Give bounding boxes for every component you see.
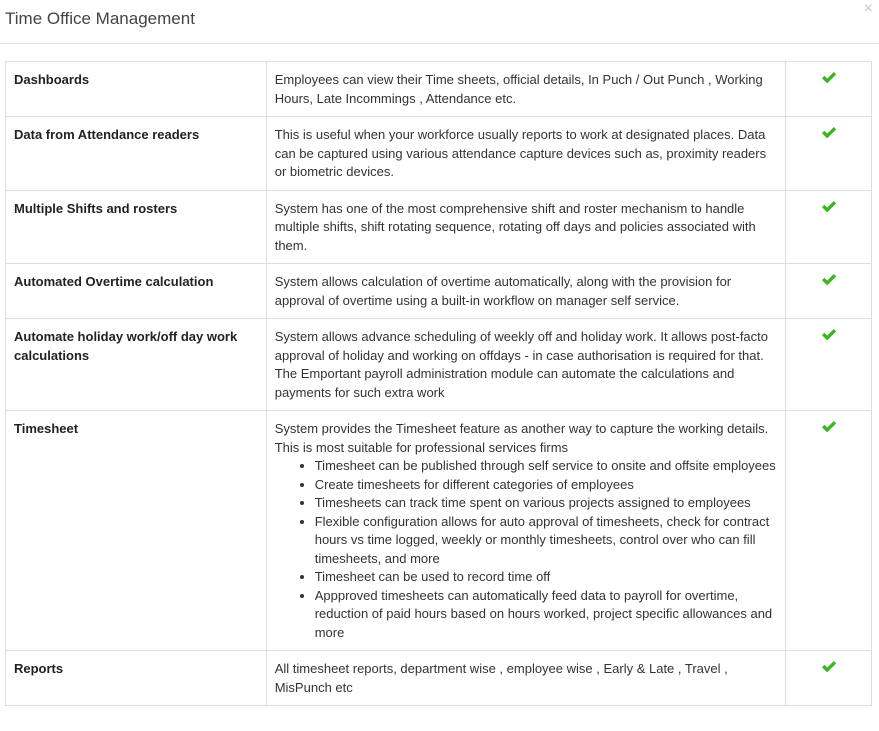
list-item: • Timesheet can be used to record time off (315, 568, 777, 587)
features-table (5, 61, 872, 706)
feature-name: Multiple Shifts and rosters (6, 190, 267, 264)
feature-bullet-list (275, 457, 777, 642)
availability-cell (786, 117, 872, 191)
feature-description: System allows advance scheduling of weekly off and holiday work. It allows post-facto approval of holiday and working on offdays - in case authorisation is required for that. The Emportant payroll administration module can automate the calculations and payments for such extra work (274, 329, 769, 400)
list-item: • Flexible configuration allows for auto approval of timesheets, check for contract hours vs time logged, weekly or monthly timesheets, control over who can fill timesheets, and more (315, 513, 777, 569)
feature-name: Automate holiday work/off day work calculations (6, 319, 267, 411)
modal-header (0, 0, 879, 44)
list-item: • Appproved timesheets can automatically feed data to payroll for overtime, reduction of paid hours based on hours worked, project specific allowances and more (315, 587, 777, 643)
feature-description-cell (266, 62, 785, 117)
feature-description-cell (266, 190, 785, 264)
availability-cell (786, 411, 872, 651)
availability-cell (786, 264, 872, 319)
table-row (6, 411, 872, 651)
check-icon (821, 420, 837, 433)
feature-name: Data from Attendance readers (6, 117, 267, 191)
feature-description-cell (266, 319, 785, 411)
table-row (6, 62, 872, 117)
feature-name: Dashboards (6, 62, 267, 117)
check-icon (821, 200, 837, 213)
availability-cell (786, 651, 872, 706)
availability-cell (786, 190, 872, 264)
feature-description: Employees can view their Time sheets, official details, In Puch / Out Punch , Working Hours, Late Incommings , Attendance etc. (274, 72, 763, 106)
table-row (6, 190, 872, 264)
feature-description: This is useful when your workforce usually reports to work at designated places. Data can be captured using various attendance capture devices such as, proximity readers or biometric devices. (274, 127, 767, 179)
feature-name: Timesheet (6, 411, 267, 651)
check-icon (821, 660, 837, 673)
feature-description-cell (266, 411, 785, 651)
feature-description-cell (266, 117, 785, 191)
availability-cell (786, 62, 872, 117)
feature-description: System provides the Timesheet feature as another way to capture the working details. This is most suitable for professional services firms (274, 421, 769, 455)
feature-description-cell (266, 264, 785, 319)
feature-description: System allows calculation of overtime automatically, along with the provision for approval of overtime using a built-in workflow on manager self service. (274, 274, 732, 308)
table-row (6, 319, 872, 411)
feature-description-cell (266, 651, 785, 706)
list-item: • Create timesheets for different categories of employees (315, 476, 777, 495)
feature-description: System has one of the most comprehensive shift and roster mechanism to handle multiple shifts, shift rotating sequence, rotating off days and policies associated with them. (274, 200, 756, 253)
table-row (6, 264, 872, 319)
list-item: • Timesheets can track time spent on various projects assigned to employees (315, 494, 777, 513)
close-icon[interactable]: × (863, 0, 873, 17)
feature-description: All timesheet reports, department wise , employee wise , Early & Late , Travel , MisPunch etc (274, 661, 728, 695)
availability-cell (786, 319, 872, 411)
check-icon (821, 273, 837, 286)
table-row (6, 651, 872, 706)
list-item: • Timesheet can be published through self service to onsite and offsite employees (315, 457, 777, 476)
check-icon (821, 71, 837, 84)
feature-name: Reports (6, 651, 267, 706)
feature-name: Automated Overtime calculation (6, 264, 267, 319)
check-icon (821, 126, 837, 139)
modal-title: Time Office Management (5, 9, 195, 28)
features-table-body (6, 62, 872, 706)
table-row (6, 117, 872, 191)
check-icon (821, 328, 837, 341)
